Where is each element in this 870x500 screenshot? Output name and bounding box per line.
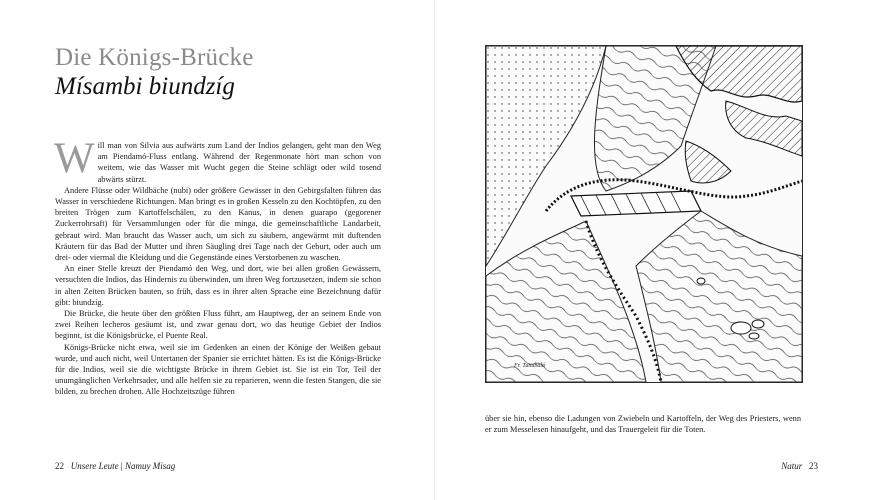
paragraph-5: Königs-Brücke nicht etwa, weil sie im Gedenken an einen der Könige der Weißen gebaut wurde, und auch nicht, weil Untertanen der Spanier sie errichtet hätten. Es ist die Königs-Brücke für die Indios, weil sie die wichtigste Brücke in ihrem Gebiet ist. Sie ist ein Tor, Teil der unumgänglichen Verkehrsader, und alle helfen sie zu reparieren, wenn die festen Stangen, die sie bilden, zu brechen drohen. Alle Hochzeitszüge führen — [55, 342, 381, 397]
section-name: Natur — [781, 461, 803, 471]
artist-signature: Fr. Tunubalá — [514, 363, 546, 369]
paragraph-1: Will man von Silvia aus aufwärts zum Land der Indios gelangen, geht man den Weg am Piendamó-Fluss entlang. Während der Regenmonate hört man schon von weitem, wie das Wasser mit Wucht gegen die Steine schlägt oder wild tosend abwärts stürzt. — [54, 135, 381, 184]
right-page — [435, 0, 870, 500]
page-number-right: 23 — [809, 461, 818, 471]
continued-text: über sie hin, ebenso die Ladungen von Zwiebeln und Kartoffeln, der Weg des Priesters, wenn er zum Messelesen hinaufgeht, und das Trauergeleit für die Toten. — [485, 414, 801, 435]
footer-right — [781, 461, 818, 471]
paragraph-4: Die Brücke, die heute über den größten Fluss führt, am Hauptweg, der an seinem Ende von zwei Reihen lecheros gesäumt ist, und zwar genau dort, wo das heutige Gebiet der Indios beginnt, ist die Königsbrücke, el Puente Real. — [55, 309, 381, 341]
paragraph-2: Andere Flüsse oder Wildbäche (nubi) oder größere Gewässer in den Gebirgsfalten führen das Wasser in verschiedene Richtungen. Man bringt es in großen Kesseln zu den Kochtöpfen, zu den breiten Trögen zum Kartoffelschälen, zu den Kanus, in denen guarapo (gegorener Zuckerrohrsaft) für Versammlungen oder für die minga, die gemeinschaftliche Landarbeit, gebraut wird. Man braucht das Wasser auch, um sich zu säubern, angewärmt mit duftenden Kräutern für das Bad der Mutter und ihren Säugling drei Tage nach der Geburt, oder auch um drei- oder viermal die Kleidung und die Gegenstände eines Verstorbenen zu waschen. — [55, 185, 381, 263]
chapter-subtitle: Mísambi biundzíg — [55, 73, 235, 100]
footer-left — [55, 461, 175, 471]
page-number-left: 22 — [55, 461, 64, 471]
body-text — [54, 135, 381, 398]
footer-separator: | — [120, 461, 123, 471]
author-name: Namuy Misag — [124, 461, 176, 471]
bridge-drawing — [486, 46, 802, 382]
bridge-illustration — [485, 45, 803, 383]
drop-cap: W — [54, 135, 95, 182]
book-title: Unsere Leute — [70, 461, 119, 471]
paragraph-3: An einer Stelle kreuzt der Piendamó den Weg, und dort, wie bei allen großen Gewässern, versuchten die Indios, das Hindernis zu überwinden, um ihren Weg fortzusetzen, indem sie schon in alten Zeiten Brücken bauten, so früh, dass es in ihrer alten Sprache eine Bezeichnung dafür gibt: biundzíg. — [55, 264, 381, 307]
chapter-title: Die Königs-Brücke — [55, 44, 254, 71]
